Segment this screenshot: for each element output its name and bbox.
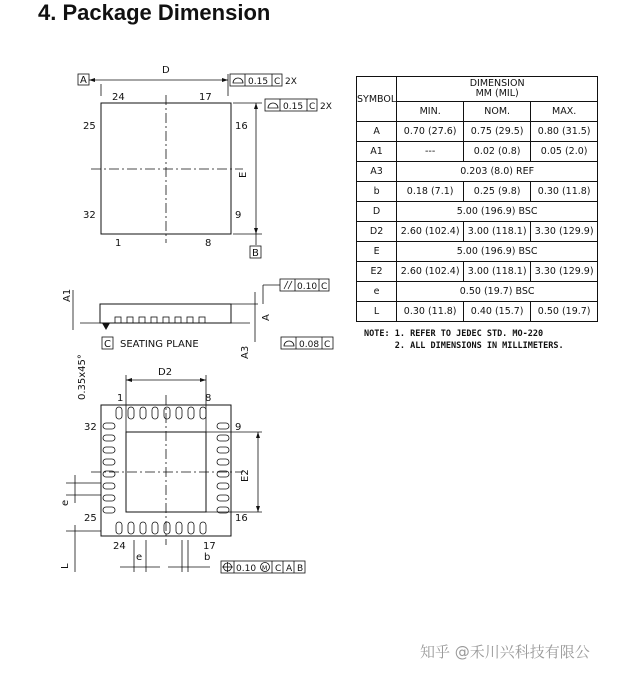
svg-text:0.15: 0.15 bbox=[248, 77, 269, 87]
row-nom-value: 0.75 (29.5) bbox=[464, 122, 531, 142]
row-symbol: D2 bbox=[357, 222, 397, 242]
dim-l-label: L bbox=[60, 563, 71, 569]
pin-9-label: 9 bbox=[235, 210, 242, 221]
datum-b-label: B bbox=[252, 248, 259, 259]
row-symbol: E2 bbox=[357, 262, 397, 282]
row-max-value: 0.30 (11.8) bbox=[531, 182, 598, 202]
fcf-top-profile bbox=[230, 74, 297, 87]
svg-text:1: 1 bbox=[117, 393, 124, 404]
table-row bbox=[357, 222, 598, 242]
svg-text:8: 8 bbox=[205, 393, 212, 404]
svg-text:9: 9 bbox=[235, 422, 242, 433]
seating-plane-label: SEATING PLANE bbox=[120, 339, 199, 350]
dimension-header: DIMENSION bbox=[469, 78, 525, 89]
svg-text:e: e bbox=[136, 552, 143, 563]
dim-a1-label: A1 bbox=[62, 288, 73, 302]
svg-text:A: A bbox=[286, 564, 293, 574]
svg-text:B: B bbox=[297, 564, 304, 574]
datum-a-label: A bbox=[80, 75, 87, 86]
svg-text:32: 32 bbox=[84, 422, 97, 433]
svg-text:24: 24 bbox=[113, 541, 126, 552]
dimension-rows bbox=[357, 122, 598, 322]
dim-e-label: E bbox=[238, 171, 249, 178]
table-row bbox=[357, 142, 598, 162]
row-nom-value: 3.00 (118.1) bbox=[464, 262, 531, 282]
svg-text:2X: 2X bbox=[285, 77, 297, 87]
table-row bbox=[357, 242, 598, 262]
unit-header: MM (MIL) bbox=[475, 88, 519, 99]
svg-text:C: C bbox=[275, 564, 282, 574]
svg-text:M: M bbox=[262, 565, 268, 572]
row-span-value: 0.203 (8.0) REF bbox=[397, 162, 598, 182]
row-max-value: 0.80 (31.5) bbox=[531, 122, 598, 142]
chamfer-label: 0.35x45° bbox=[77, 354, 88, 400]
flat-ref: C bbox=[324, 340, 331, 350]
row-symbol: L bbox=[357, 302, 397, 322]
row-symbol: b bbox=[357, 182, 397, 202]
svg-text:C: C bbox=[274, 77, 281, 87]
svg-text:2X: 2X bbox=[320, 102, 332, 112]
table-row bbox=[357, 182, 598, 202]
table-row bbox=[357, 162, 598, 182]
page-title: 4. Package Dimension bbox=[38, 0, 271, 25]
dim-a-label: A bbox=[261, 314, 272, 321]
bottom-leads-left bbox=[103, 423, 115, 513]
row-symbol: E bbox=[357, 242, 397, 262]
col-max: MAX. bbox=[531, 102, 598, 122]
table-row bbox=[357, 262, 598, 282]
row-symbol: A3 bbox=[357, 162, 397, 182]
pin-8-label: 8 bbox=[205, 238, 212, 249]
row-nom-value: 0.25 (9.8) bbox=[464, 182, 531, 202]
row-span-value: 5.00 (196.9) BSC bbox=[397, 202, 598, 222]
dim-e2-label: E2 bbox=[240, 469, 251, 482]
table-row bbox=[357, 302, 598, 322]
row-symbol: A1 bbox=[357, 142, 397, 162]
row-max-value: 0.05 (2.0) bbox=[531, 142, 598, 162]
row-min-value: 0.30 (11.8) bbox=[397, 302, 464, 322]
dim-a3-label: A3 bbox=[240, 345, 251, 359]
bottom-view bbox=[60, 354, 305, 574]
row-max-value: 3.30 (129.9) bbox=[531, 262, 598, 282]
row-span-value: 5.00 (196.9) BSC bbox=[397, 242, 598, 262]
row-min-value: 2.60 (102.4) bbox=[397, 222, 464, 242]
fcf-right-profile bbox=[265, 99, 332, 112]
parallel-tol: 0.10 bbox=[297, 282, 318, 292]
svg-text:0.10: 0.10 bbox=[236, 564, 257, 574]
table-row bbox=[357, 282, 598, 302]
pin-17-label: 17 bbox=[199, 92, 212, 103]
dim-d-label: D bbox=[162, 65, 170, 76]
pin-32-label: 32 bbox=[83, 210, 96, 221]
svg-text:16: 16 bbox=[235, 513, 248, 524]
row-max-value: 3.30 (129.9) bbox=[531, 222, 598, 242]
note-1: 1. REFER TO JEDEC STD. MO-220 bbox=[394, 329, 544, 339]
row-span-value: 0.50 (19.7) BSC bbox=[397, 282, 598, 302]
svg-text:17: 17 bbox=[203, 541, 216, 552]
package-outline-side bbox=[100, 304, 231, 323]
parallel-ref: C bbox=[321, 282, 328, 292]
row-max-value: 0.50 (19.7) bbox=[531, 302, 598, 322]
bottom-leads-right bbox=[217, 423, 229, 513]
row-symbol: A bbox=[357, 122, 397, 142]
row-min-value: 0.18 (7.1) bbox=[397, 182, 464, 202]
notes bbox=[364, 328, 564, 352]
svg-text:25: 25 bbox=[84, 513, 97, 524]
top-view bbox=[78, 65, 332, 259]
bottom-leads-top bbox=[116, 407, 206, 419]
row-min-value: 0.70 (27.6) bbox=[397, 122, 464, 142]
svg-text:0.15: 0.15 bbox=[283, 102, 304, 112]
dim-e-pitch-label: e bbox=[60, 499, 71, 506]
note-2: 2. ALL DIMENSIONS IN MILLIMETERS. bbox=[394, 341, 564, 351]
datum-c-label: C bbox=[104, 339, 111, 350]
bottom-leads-bottom bbox=[116, 522, 206, 534]
pin-24-label: 24 bbox=[112, 92, 125, 103]
dim-d2-label: D2 bbox=[158, 367, 173, 378]
col-nom: NOM. bbox=[464, 102, 531, 122]
pin-25-label: 25 bbox=[83, 121, 96, 132]
row-symbol: e bbox=[357, 282, 397, 302]
row-nom-value: 3.00 (118.1) bbox=[464, 222, 531, 242]
row-symbol: D bbox=[357, 202, 397, 222]
col-min: MIN. bbox=[397, 102, 464, 122]
side-view bbox=[62, 279, 333, 359]
svg-text:C: C bbox=[309, 102, 316, 112]
flat-tol: 0.08 bbox=[299, 340, 320, 350]
dimension-table bbox=[356, 76, 598, 322]
watermark: 知乎 @禾川兴科技有限公 bbox=[420, 643, 590, 661]
row-min-value: --- bbox=[397, 142, 464, 162]
row-nom-value: 0.02 (0.8) bbox=[464, 142, 531, 162]
side-leads bbox=[115, 317, 205, 323]
row-min-value: 2.60 (102.4) bbox=[397, 262, 464, 282]
svg-text:b: b bbox=[204, 552, 211, 563]
table-row bbox=[357, 122, 598, 142]
pin-16-label: 16 bbox=[235, 121, 248, 132]
notes-label: NOTE: bbox=[364, 329, 390, 339]
row-nom-value: 0.40 (15.7) bbox=[464, 302, 531, 322]
symbol-header: SYMBOL bbox=[357, 77, 397, 122]
table-row bbox=[357, 202, 598, 222]
pin-1-label: 1 bbox=[115, 238, 122, 249]
